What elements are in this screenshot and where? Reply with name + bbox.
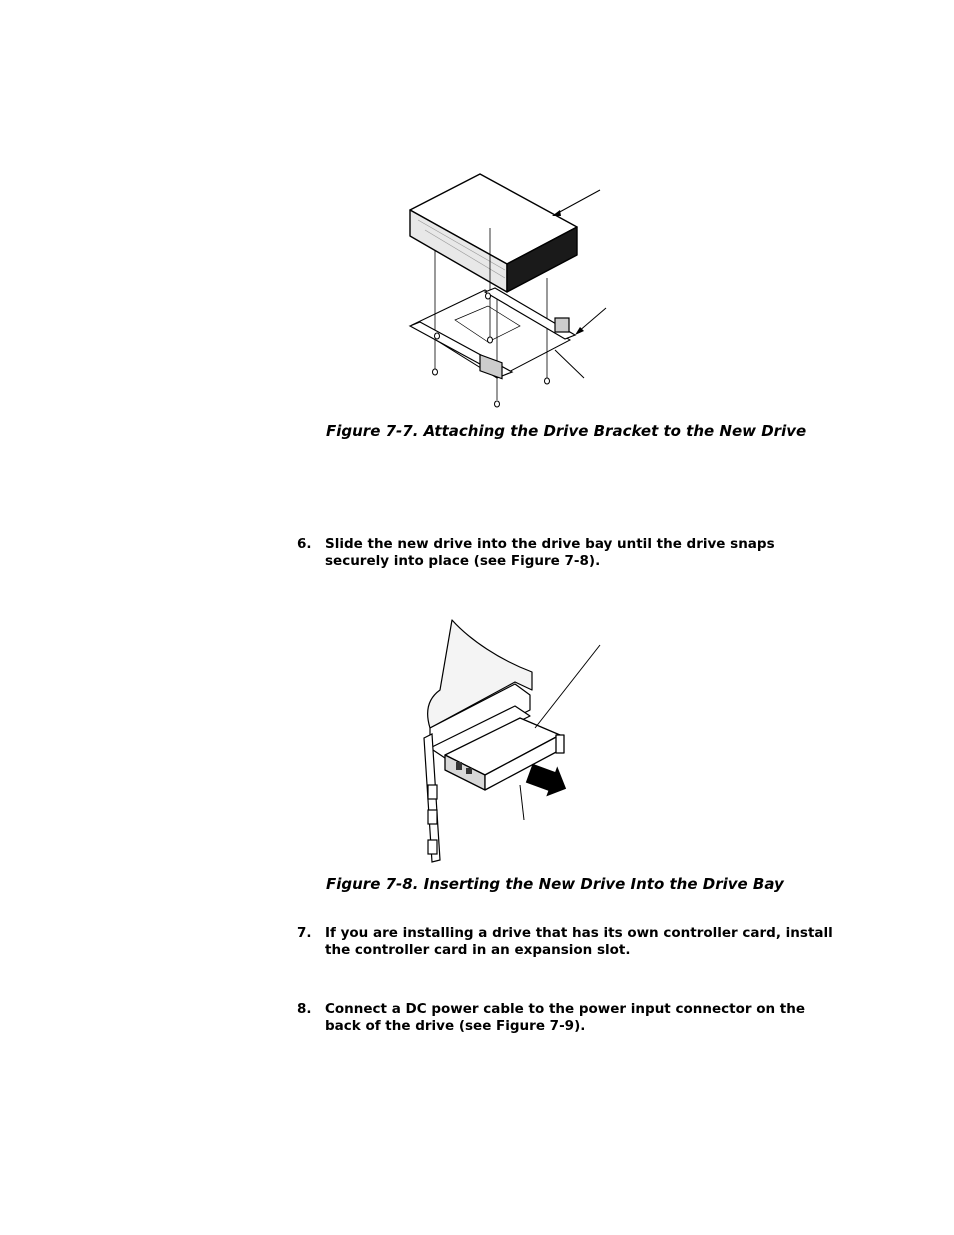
step-number: 6. <box>297 536 312 552</box>
step-text: If you are installing a drive that has its own controller card, install the controller card in an expansion slot. <box>325 925 833 958</box>
instruction-step <box>297 536 837 570</box>
step-number: 7. <box>297 925 312 941</box>
step-number: 8. <box>297 1001 312 1017</box>
instruction-step <box>297 1001 837 1035</box>
step-text: Slide the new drive into the drive bay until the drive snaps securely into place (see Figure 7-8). <box>325 536 775 569</box>
step-text: Connect a DC power cable to the power input connector on the back of the drive (see Figure 7-9). <box>325 1001 806 1034</box>
figure-caption: Figure 7-7. Attaching the Drive Bracket to the New Drive <box>326 422 807 440</box>
drive-bay-illustration <box>420 615 605 865</box>
figure-caption: Figure 7-8. Inserting the New Drive Into the Drive Bay <box>326 875 784 893</box>
drive-bracket-illustration <box>400 168 620 413</box>
instruction-step <box>297 925 837 959</box>
